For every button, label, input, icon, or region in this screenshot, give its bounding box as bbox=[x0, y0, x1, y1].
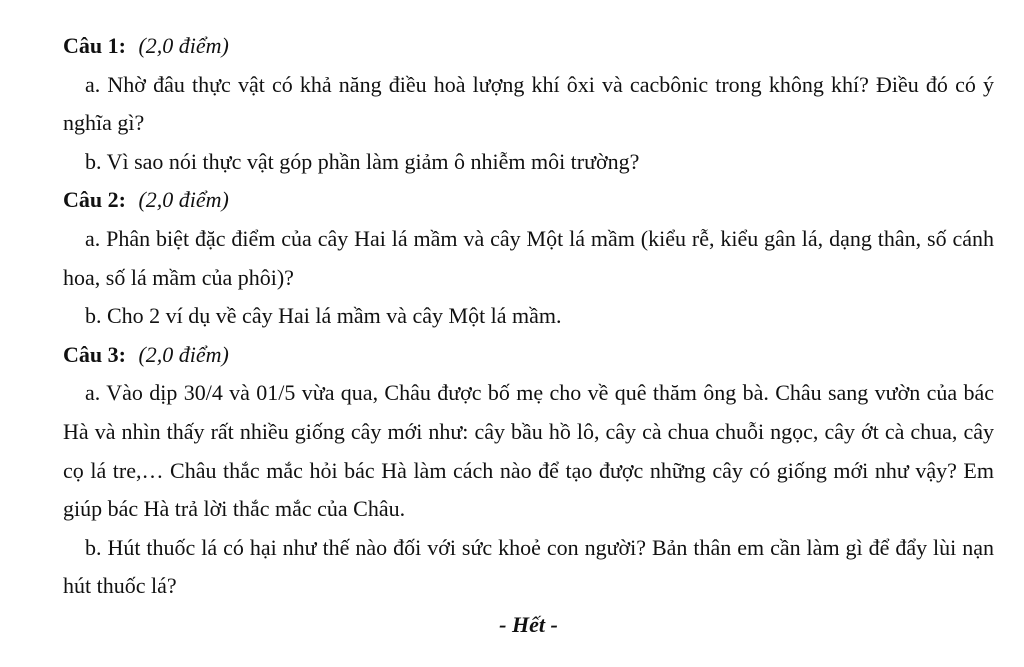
question-2-points: (2,0 điểm) bbox=[138, 187, 229, 213]
question-1-heading bbox=[63, 27, 994, 66]
question-3-number: Câu 3: bbox=[63, 341, 126, 367]
question-3-heading bbox=[63, 336, 994, 375]
question-1-block bbox=[63, 27, 994, 181]
end-of-exam-marker: - Hết - bbox=[499, 611, 558, 637]
question-2-block bbox=[63, 181, 994, 335]
question-2-part-b: b. Cho 2 ví dụ về cây Hai lá mầm và cây Một lá mầm. bbox=[85, 303, 562, 329]
question-1-number: Câu 1: bbox=[63, 33, 126, 58]
question-1-part-b: b. Vì sao nói thực vật góp phần làm giảm ô nhiễm môi trường? bbox=[85, 148, 640, 174]
question-3-points: (2,0 điểm) bbox=[138, 341, 229, 367]
question-1-points: (2,0 điểm) bbox=[138, 33, 229, 58]
question-3-block bbox=[63, 336, 994, 606]
question-2-number: Câu 2: bbox=[63, 187, 126, 213]
question-3-part-a: a. Vào dịp 30/4 và 01/5 vừa qua, Châu được bố mẹ cho về quê thăm ông bà. Châu sang vườn của bác Hà và nhìn thấy rất nhiều giống cây mới như: cây bầu hồ lô, cây cà chua chuỗi ngọc, cây ớt cà chua, cây cọ lá tre,… Châu thắc mắc hỏi bác Hà làm cách nào để tạo được những cây có giống mới như vậy? Em giúp bác Hà trả lời thắc mắc của Châu. bbox=[63, 380, 994, 522]
question-2-heading bbox=[63, 181, 994, 220]
question-2-part-a: a. Phân biệt đặc điểm của cây Hai lá mầm và cây Một lá mầm (kiểu rễ, kiểu gân lá, dạng thân, số cánh hoa, số lá mầm của phôi)? bbox=[63, 225, 994, 290]
question-3-part-b: b. Hút thuốc lá có hại như thế nào đối với sức khoẻ con người? Bản thân em cần làm gì để đẩy lùi nạn hút thuốc lá? bbox=[63, 534, 994, 599]
question-1-part-a: a. Nhờ đâu thực vật có khả năng điều hoà lượng khí ôxi và cacbônic trong không khí? Điều đó có ý nghĩa gì? bbox=[63, 71, 994, 136]
